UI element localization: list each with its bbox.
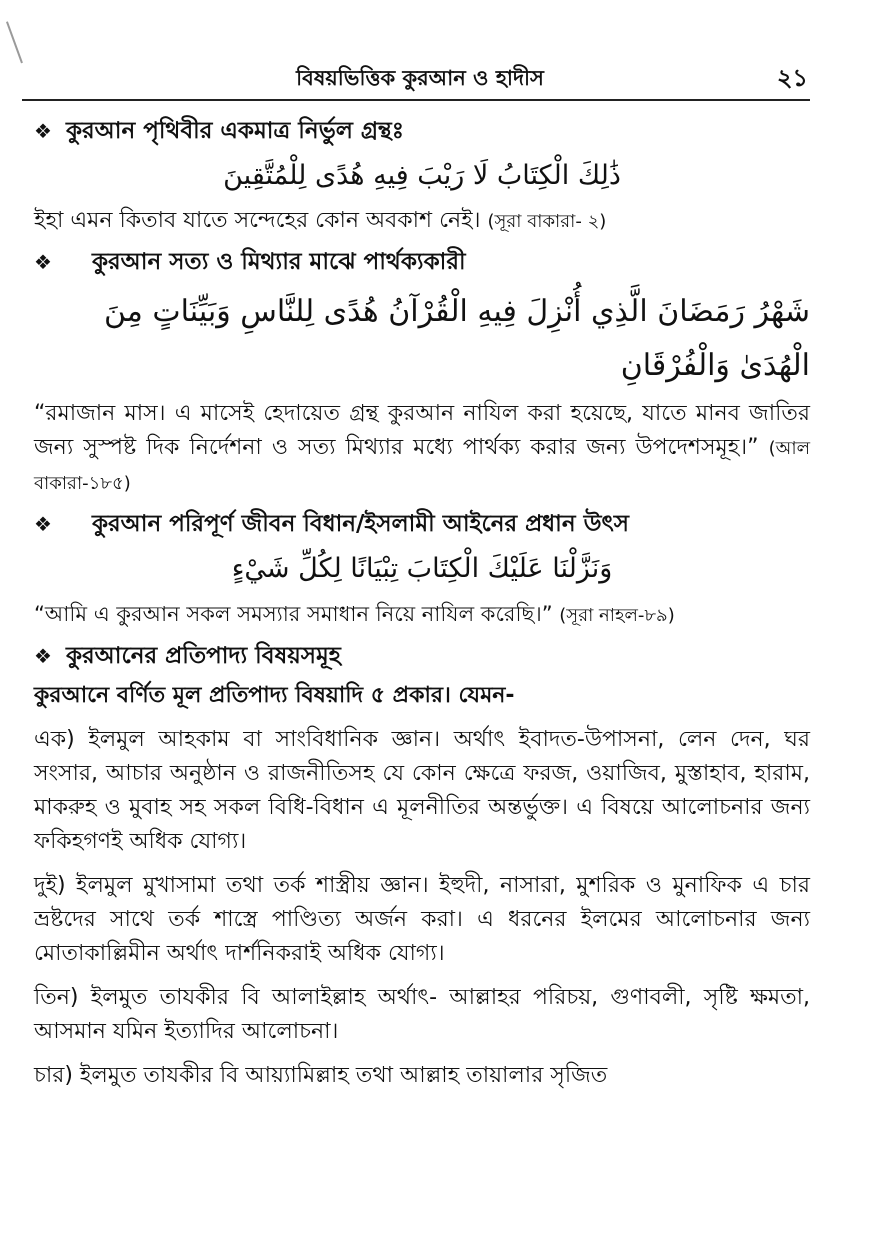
section-heading-text: কুরআন পরিপূর্ণ জীবন বিধান/ইসলামী আইনের প্রধান উৎস — [91, 511, 629, 537]
verse-translation — [34, 397, 810, 501]
scan-mark — [6, 21, 23, 63]
arabic-verse: شَهْرُ رَمَضَانَ الَّذِي أُنْزِلَ فِيهِ الْقُرْآنُ هُدًى لِلنَّاسِ وَبَيِّنَاتٍ مِنَ الْهُدَىٰ وَالْفُرْقَانِ — [103, 294, 810, 383]
topics-intro: কুরআনে বর্ণিত মূল প্রতিপাদ্য বিষয়াদি ৫ প্রকার। যেমন- — [34, 683, 515, 708]
section-heading — [34, 245, 810, 279]
page-body — [34, 110, 810, 1099]
verse-citation: (সূরা নাহল-৮৯) — [559, 605, 675, 626]
verse-translation — [34, 204, 810, 239]
bullet-diamond-icon: ❖ — [34, 644, 52, 668]
section-heading — [34, 114, 810, 148]
topic-item: চার) ইলমুত তাযকীর বি আয়্যামিল্লাহ তথা আল্লাহ তায়ালার সৃজিত — [34, 1063, 608, 1088]
section-heading-text: কুরআন সত্য ও মিথ্যার মাঝে পার্থক্যকারী — [91, 249, 466, 275]
bullet-diamond-icon: ❖ — [34, 119, 52, 143]
verse-citation: (সূরা বাকারা- ২) — [487, 211, 607, 232]
verse-citation: (আল বাকারা-১৮৫) — [34, 438, 810, 494]
header-rule — [22, 99, 810, 101]
topic-item: দুই) ইলমুল মুখাসামা তথা তর্ক শাস্ত্রীয় জ্ঞান। ইহুদী, নাসারা, মুশরিক ও মুনাফিক এ চার ভ্রষ্টদের সাথে তর্ক শাস্ত্রে পাণ্ডিত্য অর্জন করা। এ ধরনের ইলমের আলোচনার জন্য মোতাকাল্লিমীন অর্থাৎ দার্শনিকরাই অধিক যোগ্য। — [34, 873, 810, 966]
translation-text: ইহা এমন কিতাব যাতে সন্দেহের কোন অবকাশ নেই। — [34, 208, 481, 233]
running-header — [0, 62, 870, 96]
section-heading-text: কুরআন পৃথিবীর একমাত্র নির্ভুল গ্রন্থঃ — [65, 118, 404, 144]
bullet-diamond-icon: ❖ — [34, 512, 52, 536]
translation-text: “রমাজান মাস। এ মাসেই হেদায়েত গ্রন্থ কুরআন নাযিল করা হয়েছে, যাতে মানব জাতির জন্য সুস্পষ্ট দিক নির্দেশনা ও সত্য মিথ্যার মধ্যে পার্থক্য করার জন্য উপদেশসমূহ।” — [34, 401, 810, 460]
section-heading — [34, 507, 810, 541]
running-title: বিষয়ভিত্তিক কুরআন ও হাদীস — [296, 66, 544, 90]
arabic-verse: ذَٰلِكَ الْكِتَابُ لَا رَيْبَ فِيهِ هُدًى لِلْمُتَّقِينَ — [223, 160, 621, 191]
translation-text: “আমি এ কুরআন সকল সমস্যার সমাধান নিয়ে নাযিল করেছি।” — [34, 602, 553, 626]
bullet-diamond-icon: ❖ — [34, 250, 52, 274]
topic-item: এক) ইলমুল আহকাম বা সাংবিধানিক জ্ঞান। অর্থাৎ ইবাদত-উপাসনা, লেন দেন, ঘর সংসার, আচার অনুষ্ঠান ও রাজনীতিসহ যে কোন ক্ষেত্রে ফরজ, ওয়াজিব, মুস্তাহাব, হারাম, মাকরুহ ও মুবাহ সহ সকল বিধি-বিধান এ মূলনীতির অন্তর্ভুক্ত। এ বিষয়ে আলোচনার জন্য ফকিহগণই অধিক যোগ্য। — [34, 727, 810, 854]
page-number: ২১ — [776, 64, 808, 92]
topic-item: তিন) ইলমুত তাযকীর বি আলাইল্লাহ অর্থাৎ- আল্লাহর পরিচয়, গুণাবলী, সৃষ্টি ক্ষমতা, আসমান যমিন ইত্যাদির আলোচনা। — [34, 985, 810, 1044]
section-heading-text: কুরআনের প্রতিপাদ্য বিষয়সমূহ — [65, 643, 341, 669]
verse-translation — [34, 597, 810, 633]
arabic-verse: وَنَزَّلْنَا عَلَيْكَ الْكِتَابَ تِبْيَانًا لِكُلِّ شَيْءٍ — [231, 553, 613, 584]
section-heading — [34, 639, 810, 673]
